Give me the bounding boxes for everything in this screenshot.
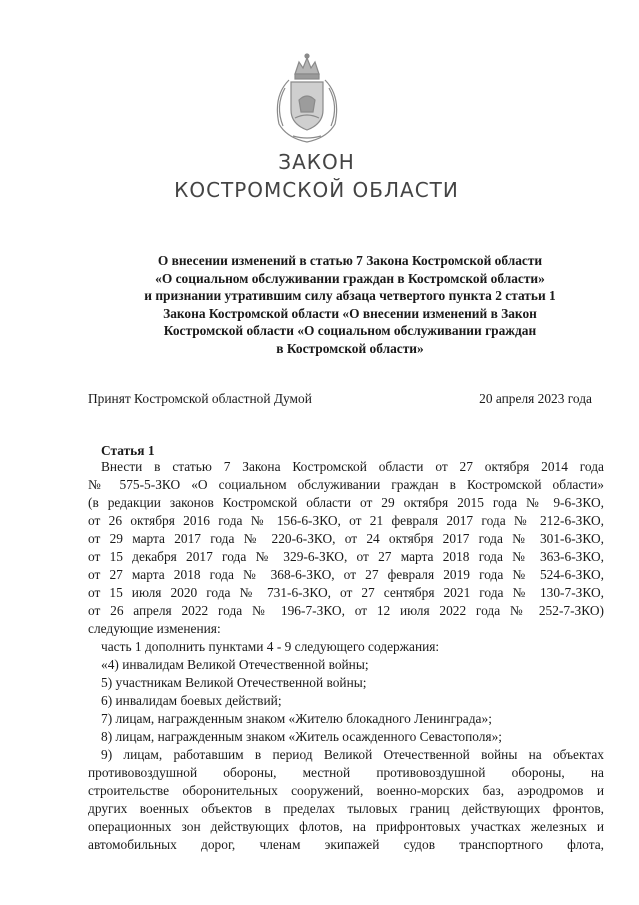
- adopted-by: Принят Костромской областной Думой: [88, 391, 312, 406]
- article-text-line: часть 1 дополнить пунктами 4 - 9 следующего содержания:: [101, 639, 440, 654]
- article-text-line: автомобильных дорог, членам экипажей судов транспортного флота,: [88, 837, 604, 852]
- heading-line: «О социальном обслуживании граждан в Костромской области»: [155, 270, 545, 286]
- document-heading: [90, 252, 610, 358]
- article-text-line: Внести в статью 7 Закона Костромской области от 27 октября 2014 года: [101, 459, 604, 474]
- article-title: Статья 1: [101, 443, 155, 458]
- article-text-line: 8) лицам, награжденным знаком «Житель осажденного Севастополя»;: [101, 729, 503, 744]
- kostroma-coat-of-arms-emblem: [269, 52, 345, 144]
- article-text-line: 5) участникам Великой Отечественной войны;: [101, 675, 367, 690]
- heading-line: Закона Костромской области «О внесении изменений в Закон: [163, 305, 537, 321]
- adoption-date: 20 апреля 2023 года: [479, 391, 592, 406]
- article-text-line: 9) лицам, работавшим в период Великой Отечественной войны на объектах: [101, 747, 604, 762]
- article-text-line: от 15 декабря 2017 года № 329-6-ЗКО, от 27 марта 2018 года № 363-6-ЗКО,: [88, 549, 604, 564]
- article-text-line: 7) лицам, награжденным знаком «Жителю блокадного Ленинграда»;: [101, 711, 492, 726]
- heading-line: в Костромской области»: [276, 340, 424, 356]
- law-title-line-1: ЗАКОН: [278, 150, 355, 174]
- article-text-line: от 29 марта 2017 года № 220-6-ЗКО, от 24 октября 2017 года № 301-6-ЗКО,: [88, 531, 604, 546]
- article-text-line: следующие изменения:: [88, 621, 221, 636]
- article-text-line: (в редакции законов Костромской области от 29 октября 2015 года № 9-6-ЗКО,: [88, 495, 604, 510]
- heading-line: О внесении изменений в статью 7 Закона Костромской области: [157, 253, 543, 268]
- article-text-line: от 27 марта 2018 года № 368-6-ЗКО, от 27 февраля 2019 года № 524-6-ЗКО,: [88, 567, 604, 582]
- article-text-line: противовоздушной обороны, местной противовоздушной обороны, на: [88, 765, 604, 780]
- article-text-line: № 575-5-ЗКО «О социальном обслуживании граждан в Костромской области»: [88, 477, 604, 492]
- article-text-line: операционных зон действующих флотов, на прифронтовых участках железных и: [88, 819, 604, 834]
- article-text-line: строительстве оборонительных сооружений, военно-морских баз, аэродромов и: [88, 783, 604, 798]
- article-text-line: от 26 апреля 2022 года № 196-7-ЗКО, от 12 июля 2022 года № 252-7-ЗКО): [88, 603, 604, 618]
- article-text-line: 6) инвалидам боевых действий;: [101, 693, 282, 708]
- article-text-line: от 15 июля 2020 года № 731-6-ЗКО, от 27 сентября 2021 года № 130-7-ЗКО,: [88, 585, 604, 600]
- article-text-line: других военных объектов в пределах тыловых границ действующих фронтов,: [88, 801, 604, 816]
- article-text-line: «4) инвалидам Великой Отечественной войны;: [101, 657, 369, 672]
- law-title-line-2: КОСТРОМСКОЙ ОБЛАСТИ: [174, 178, 459, 202]
- heading-line: и признании утратившим силу абзаца четвертого пункта 2 статьи 1: [144, 288, 556, 304]
- article-text-line: от 26 октября 2016 года № 156-6-ЗКО, от 21 февраля 2017 года № 212-6-ЗКО,: [88, 513, 604, 528]
- heading-line: Костромской области «О социальном обслуживании граждан: [163, 323, 537, 339]
